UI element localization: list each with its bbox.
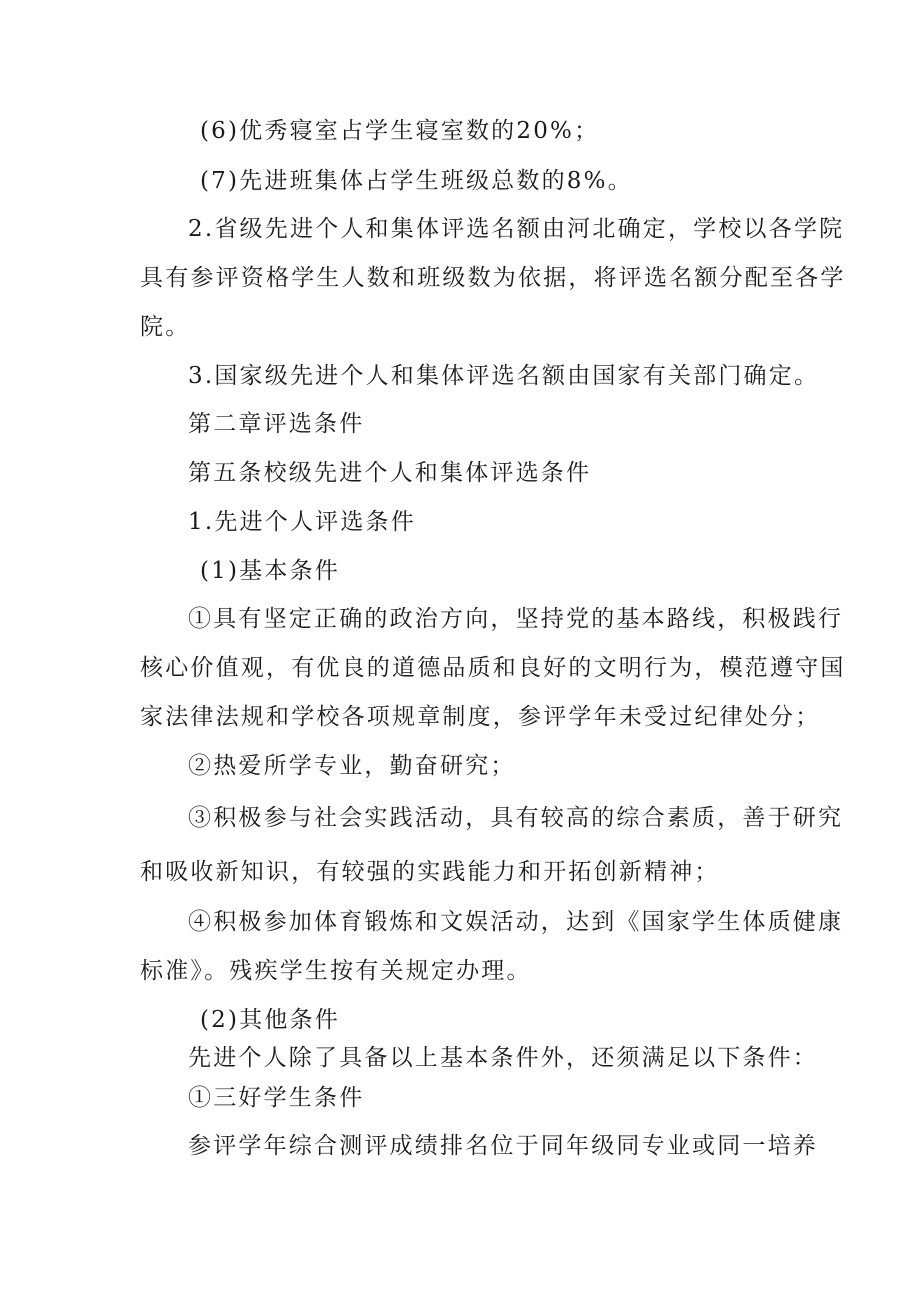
subsection-heading: (2)其他条件 — [200, 1007, 340, 1033]
paragraph-line: ①具有坚定正确的政治方向，坚持党的基本路线，积极践行 — [188, 606, 844, 632]
paragraph-line: 具有参评资格学生人数和班级数为依据，将评选名额分配至各学 — [140, 265, 846, 291]
paragraph-line: 标准》。残疾学生按有关规定办理。 — [140, 958, 532, 984]
paragraph-line: (7)先进班集体占学生班级总数的8%。 — [200, 168, 633, 194]
paragraph-line: 先进个人除了具备以上基本条件外，还须满足以下条件： — [188, 1045, 818, 1071]
paragraph-line: 家法律法规和学校各项规章制度，参评学年未受过纪律处分； — [140, 704, 821, 730]
subsection-heading: (1)基本条件 — [200, 558, 340, 584]
paragraph-line: ②热爱所学专业，勤奋研究； — [188, 753, 516, 779]
paragraph-line: (6)优秀寝室占学生寝室数的20%； — [200, 118, 600, 144]
paragraph-line: 2.省级先进个人和集体评选名额由河北确定，学校以各学院 — [188, 216, 845, 242]
section-heading: 1.先进个人评选条件 — [188, 509, 416, 535]
paragraph-line: 和吸收新知识，有较强的实践能力和开拓创新精神； — [140, 859, 720, 885]
article-heading: 第五条校级先进个人和集体评选条件 — [188, 460, 592, 486]
paragraph-line: 院。 — [140, 314, 191, 340]
paragraph-line: 核心价值观，有优良的道德品质和良好的文明行为，模范遵守国 — [140, 655, 846, 681]
paragraph-line: ④积极参加体育锻炼和文娱活动，达到《国家学生体质健康 — [188, 909, 844, 935]
chapter-heading: 第二章评选条件 — [188, 411, 365, 437]
paragraph-line: ③积极参与社会实践活动，具有较高的综合素质，善于研究 — [188, 805, 844, 831]
paragraph-line: ①三好学生条件 — [188, 1085, 365, 1111]
paragraph-line: 参评学年综合测评成绩排名位于同年级同专业或同一培养 — [188, 1133, 818, 1159]
paragraph-line: 3.国家级先进个人和集体评选名额由国家有关部门确定。 — [188, 363, 820, 389]
